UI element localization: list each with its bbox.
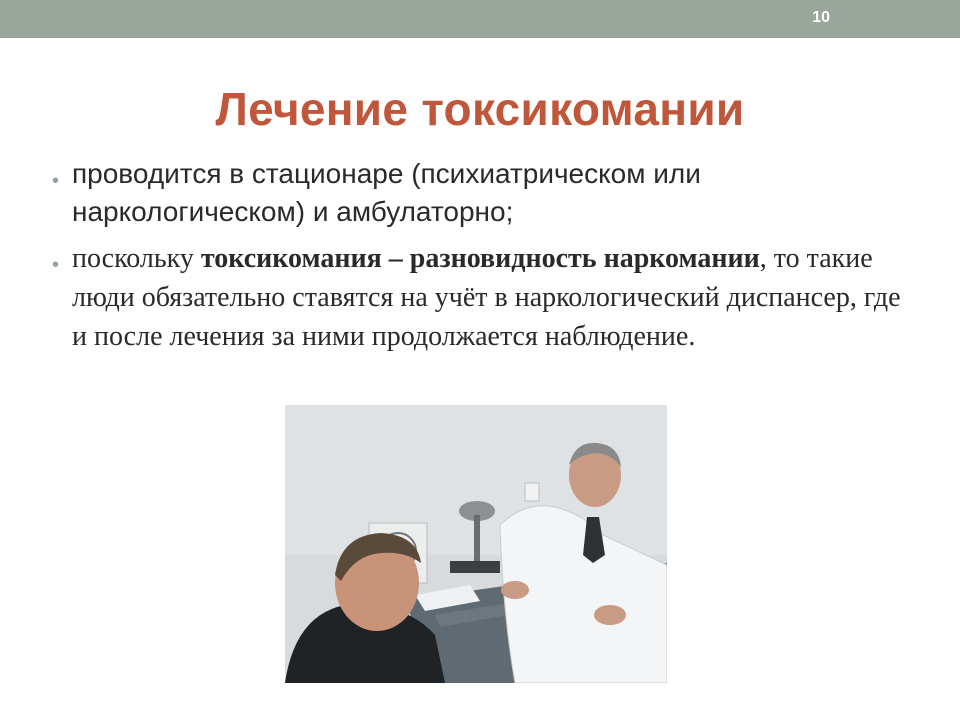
bullet-item — [52, 239, 912, 356]
consultation-photo-illustration — [285, 405, 667, 683]
bullet-item — [52, 155, 912, 231]
bullet-list — [52, 155, 912, 356]
bullet-text-after: , то такие люди обязательно ставятся на учёт в наркологический диспансер, где и после лечения за ними продолжается наблюдение. — [72, 243, 901, 352]
slide-title: Лечение токсикомании — [215, 83, 745, 135]
bullet-dot-icon: • — [52, 170, 60, 192]
bullet-text-before: поскольку — [72, 243, 201, 274]
bullet-text-bold: токсикомания – разновидность наркомании — [200, 243, 760, 274]
top-bar — [0, 0, 960, 38]
consultation-photo — [285, 405, 667, 683]
bullet-text: проводится в стационаре (психиатрическом или наркологическом) и амбулаторно; — [72, 158, 701, 227]
bullet-dot-icon: • — [52, 254, 60, 276]
slide-number: 10 — [812, 9, 830, 26]
